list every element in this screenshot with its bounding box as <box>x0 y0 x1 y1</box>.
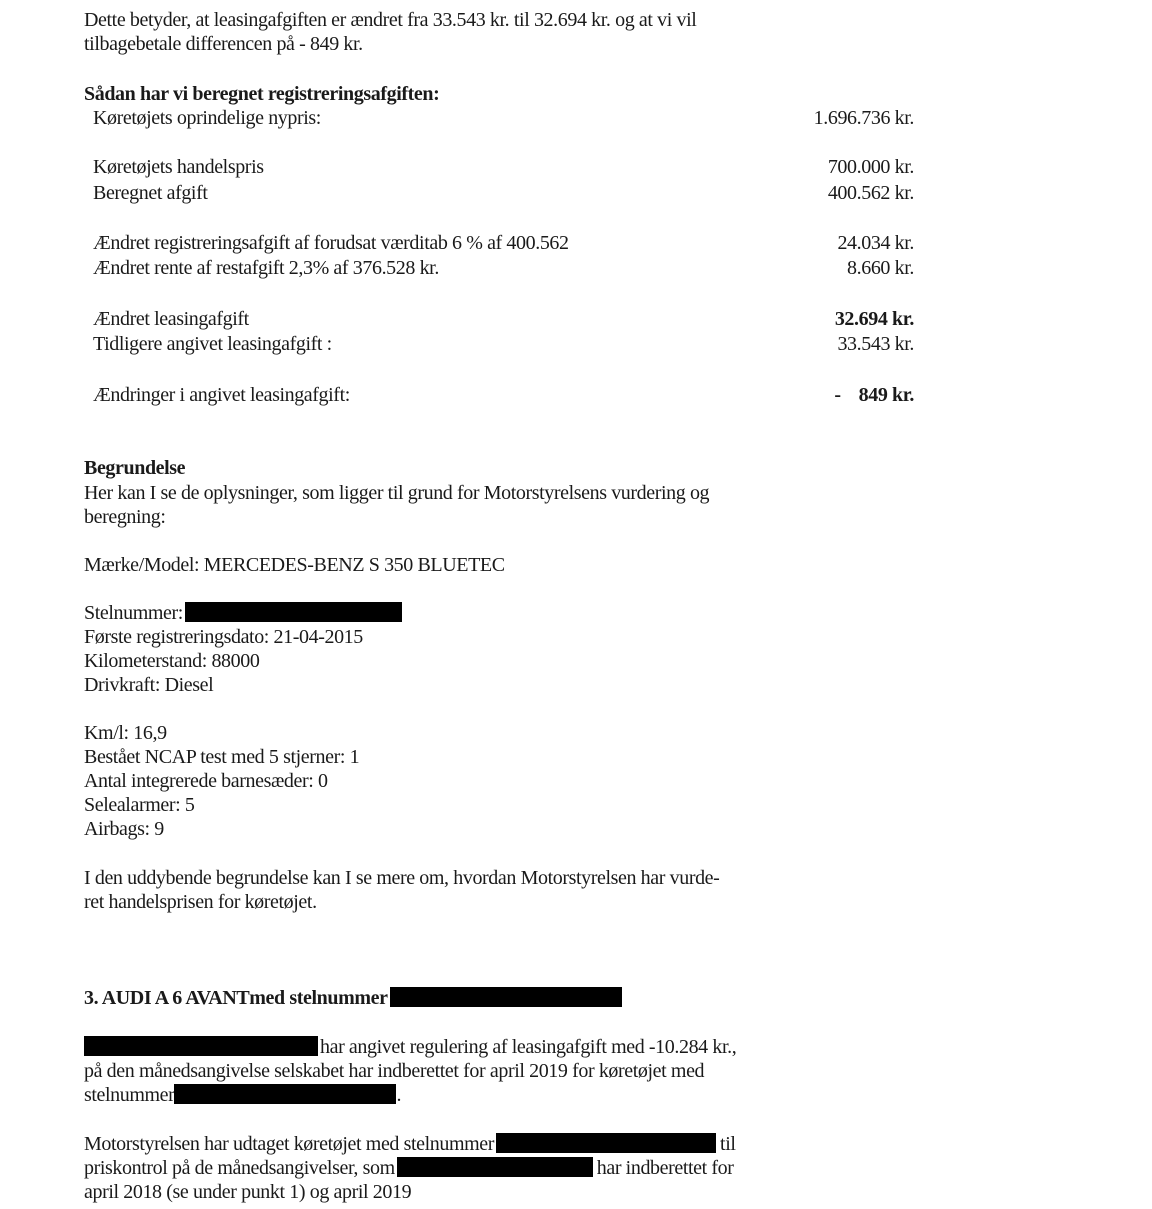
redacted-chassis-number-2 <box>174 1084 396 1104</box>
redacted-company-name-2 <box>397 1157 593 1177</box>
calc-row-value-changed-registration-fee: 24.034 kr. <box>837 232 914 254</box>
section-3-p2-line-2-text-a: priskontrol på de månedsangivelser, som <box>84 1157 395 1179</box>
section-3-p1-line-3 <box>84 1083 401 1107</box>
calc-row-label-calculated-fee: Beregnet afgift <box>93 182 208 204</box>
section-3-p1-line-2: på den månedsangivelse selskabet har indberettet for april 2019 for køretøjet med <box>84 1060 705 1082</box>
intro-line-1: Dette betyder, at leasingafgiften er ændret fra 33.543 kr. til 32.694 kr. og at vi vil <box>84 9 697 31</box>
calc-row-value-changes-leasing-fee <box>834 383 914 407</box>
redacted-company-name <box>84 1036 318 1056</box>
section-3-p2-line-3: april 2018 (se under punkt 1) og april 2019 <box>84 1181 412 1203</box>
section-3-p1-line-1 <box>84 1035 736 1059</box>
seatbelt-alarms: Selealarmer: 5 <box>84 794 195 816</box>
calc-row-value-trade-price: 700.000 kr. <box>827 156 914 178</box>
calc-row-label-changed-registration-fee: Ændret registreringsafgift af forudsat værditab 6 % af 400.562 <box>93 232 569 254</box>
calc-row-value-changed-leasing-fee: 32.694 kr. <box>834 308 914 330</box>
section-3-heading-line <box>84 986 622 1010</box>
redacted-chassis-number-audi <box>390 987 622 1007</box>
section-3-p2-line-2 <box>84 1156 734 1180</box>
chassis-number-line <box>84 601 402 625</box>
calc-row-value-previous-leasing-fee: 33.543 kr. <box>837 333 914 355</box>
section-3-heading: 3. AUDI A 6 AVANTmed stelnummer <box>84 987 388 1009</box>
detail-line-2: ret handelsprisen for køretøjet. <box>84 891 317 913</box>
section-3-p1-line-3-text: stelnummer <box>84 1084 175 1106</box>
redacted-chassis-number <box>185 602 402 622</box>
calc-row-label-changes-leasing-fee: Ændringer i angivet leasingafgift: <box>93 384 350 406</box>
section-3-p2-line-2-text-b: har indberettet for <box>596 1157 734 1179</box>
mileage: Kilometerstand: 88000 <box>84 650 260 672</box>
minus-sign: - <box>834 384 841 406</box>
fuel-type: Drivkraft: Diesel <box>84 674 214 696</box>
vehicle-model: Mærke/Model: MERCEDES-BENZ S 350 BLUETEC <box>84 554 505 576</box>
calc-row-value-calculated-fee: 400.562 kr. <box>827 182 914 204</box>
ncap-test: Bestået NCAP test med 5 stjerner: 1 <box>84 746 360 768</box>
reason-heading: Begrundelse <box>84 457 186 479</box>
intro-line-2: tilbagebetale differencen på - 849 kr. <box>84 33 363 55</box>
calc-row-value-changed-interest: 8.660 kr. <box>847 257 914 279</box>
difference-amount: 849 kr. <box>858 384 914 406</box>
section-3-p1-line-3-end: . <box>396 1084 402 1106</box>
calc-row-label-trade-price: Køretøjets handelspris <box>93 156 264 178</box>
integrated-child-seats: Antal integrerede barnesæder: 0 <box>84 770 328 792</box>
first-registration-date: Første registreringsdato: 21-04-2015 <box>84 626 363 648</box>
redacted-chassis-number-3 <box>496 1133 716 1153</box>
airbags: Airbags: 9 <box>84 818 164 840</box>
chassis-number-label: Stelnummer: <box>84 602 183 624</box>
section-3-p2-line-1-text-a: Motorstyrelsen har udtaget køretøjet med stelnummer <box>84 1133 495 1155</box>
section-3-p1-line-1-text: har angivet regulering af leasingafgift med -10.284 kr., <box>320 1036 737 1058</box>
calc-row-label-previous-leasing-fee: Tidligere angivet leasingafgift : <box>93 333 332 355</box>
km-per-liter: Km/l: 16,9 <box>84 722 167 744</box>
calc-row-value-original-price: 1.696.736 kr. <box>813 107 914 129</box>
calc-row-label-original-price: Køretøjets oprindelige nypris: <box>93 107 321 129</box>
calc-heading: Sådan har vi beregnet registreringsafgiften: <box>84 83 440 105</box>
section-3-p2-line-1 <box>84 1132 736 1156</box>
section-3-p2-line-1-text-b: til <box>720 1133 736 1155</box>
reason-line-1: Her kan I se de oplysninger, som ligger til grund for Motorstyrelsens vurdering og <box>84 482 710 504</box>
calc-row-label-changed-leasing-fee: Ændret leasingafgift <box>93 308 249 330</box>
reason-line-2: beregning: <box>84 506 166 528</box>
calc-row-label-changed-interest: Ændret rente af restafgift 2,3% af 376.528 kr. <box>93 257 439 279</box>
detail-line-1: I den uddybende begrundelse kan I se mere om, hvordan Motorstyrelsen har vurde- <box>84 867 720 889</box>
